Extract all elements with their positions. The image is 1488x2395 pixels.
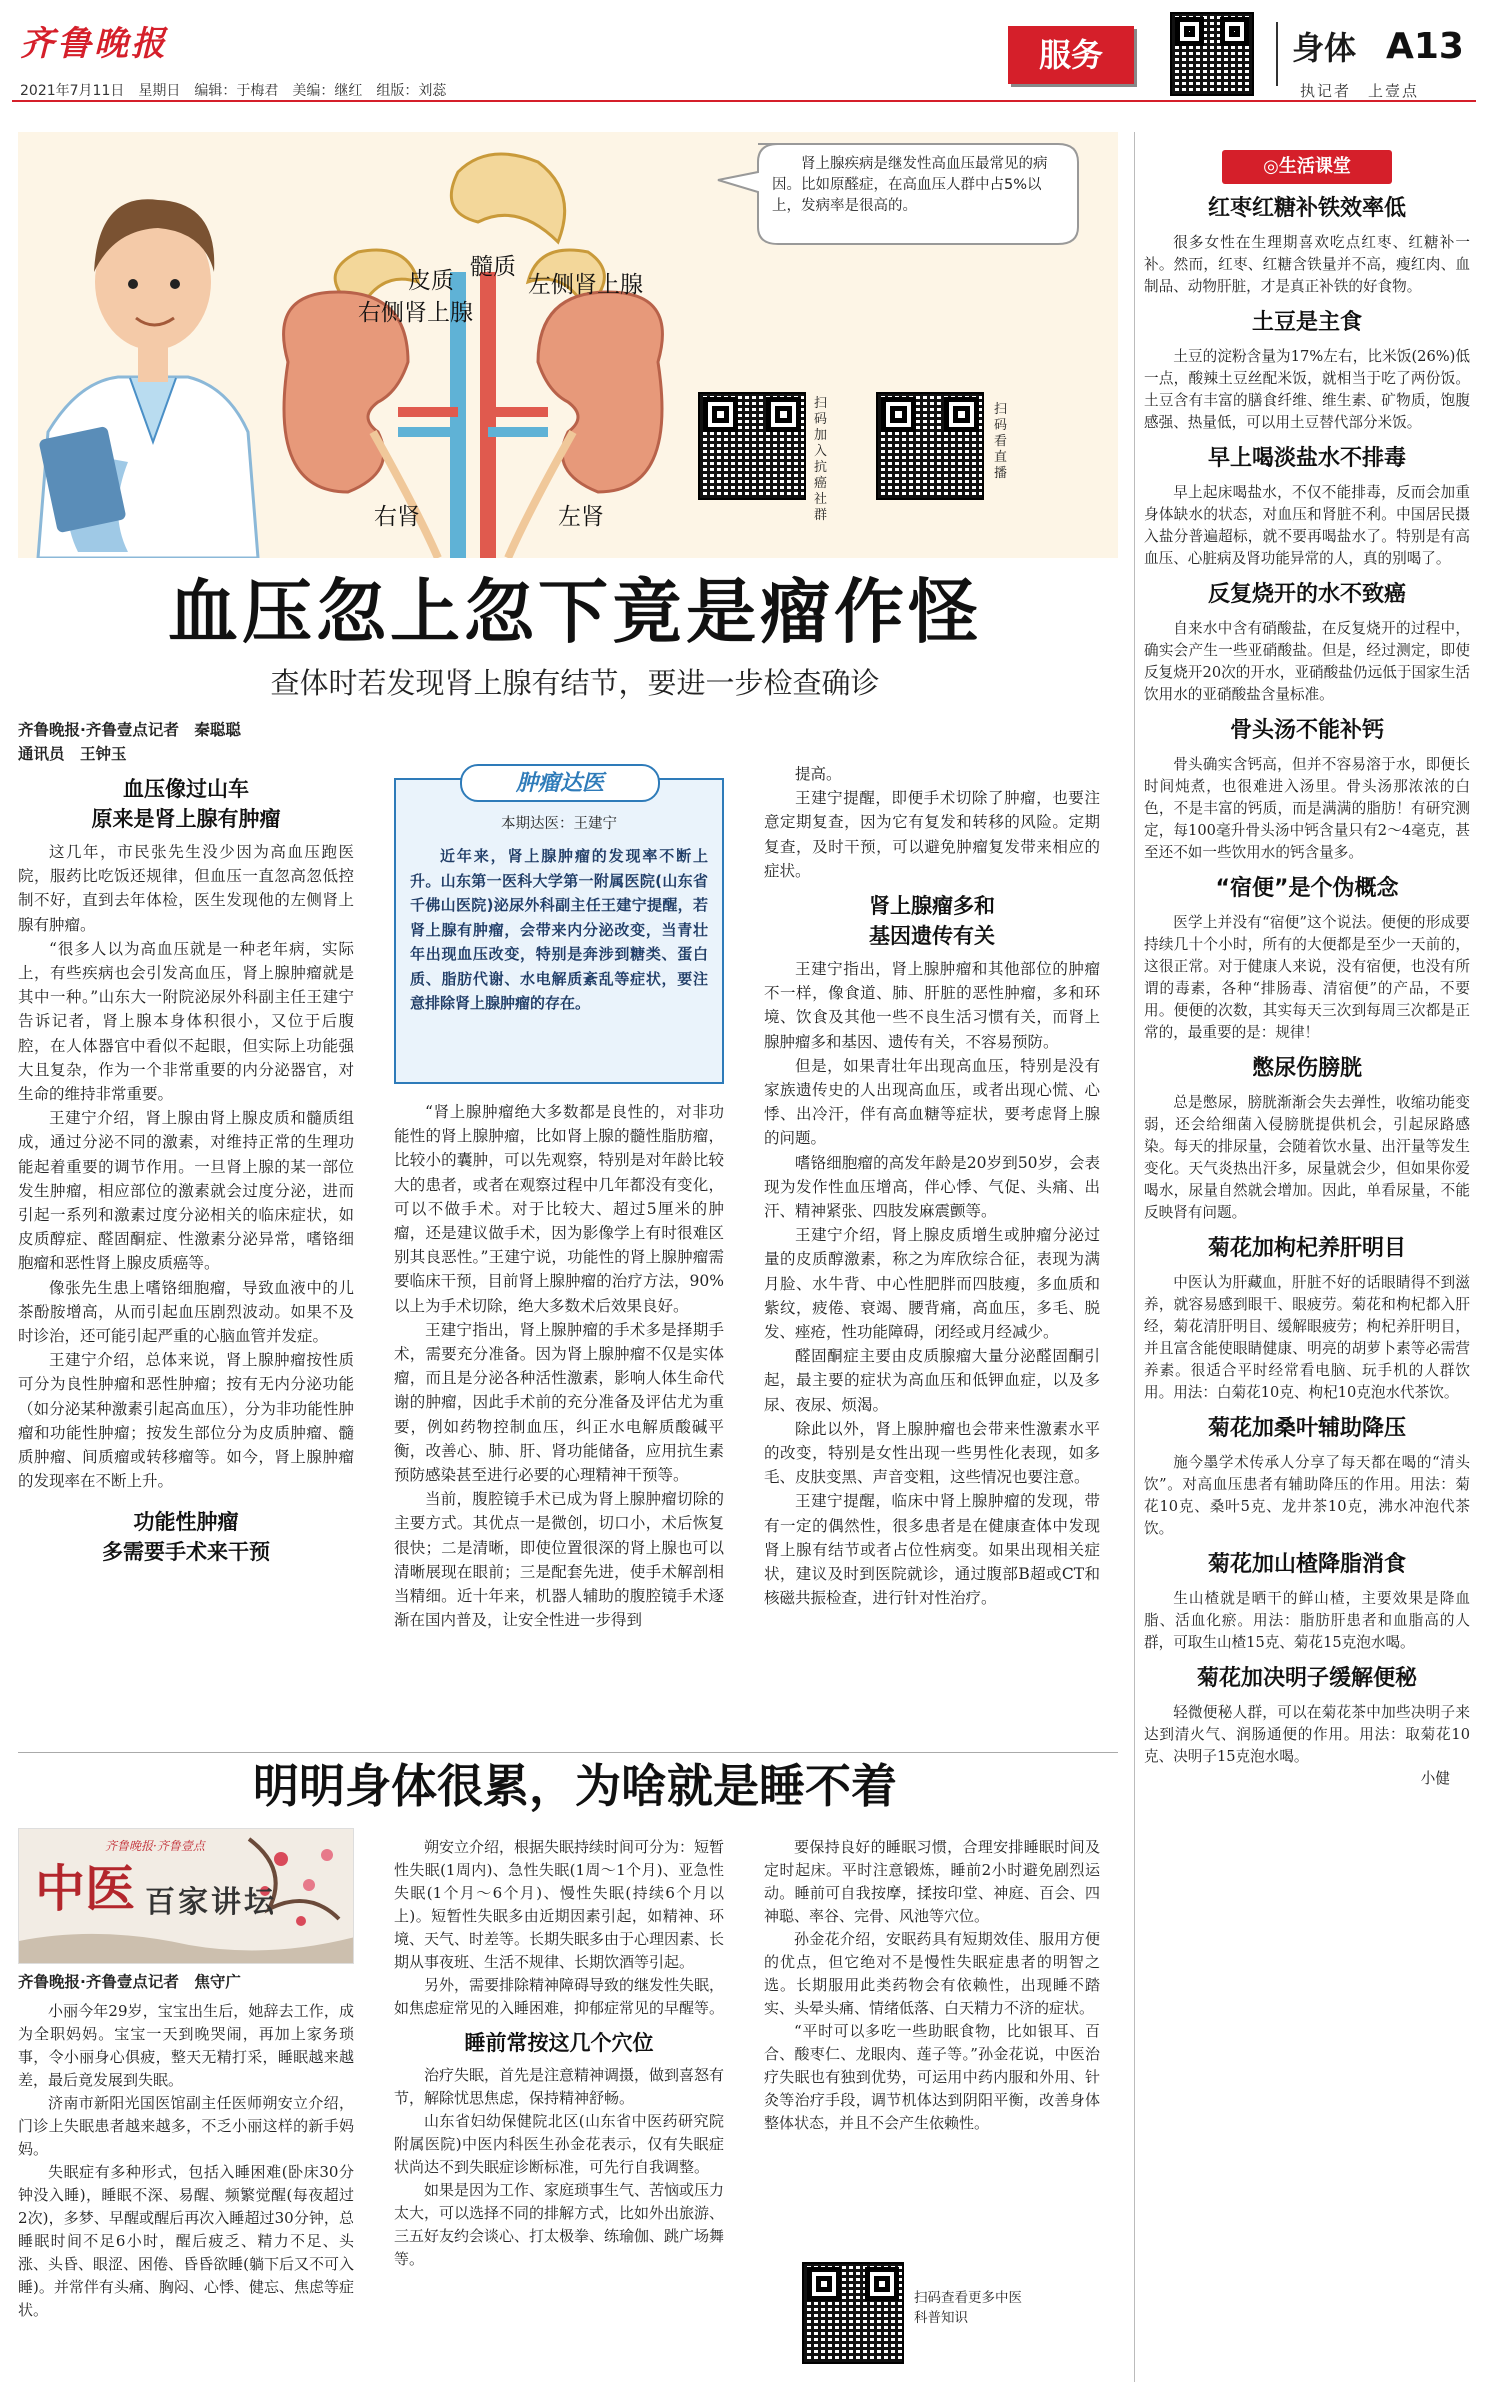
sidebar-item bbox=[1144, 874, 1470, 1044]
live-stream-qr-code[interactable] bbox=[876, 392, 984, 500]
banner-big-text: 中医 bbox=[35, 1859, 135, 1918]
sidebar-item-title: 菊花加枸杞养肝明目 bbox=[1207, 1236, 1406, 1261]
sidebar-item-title: 土豆是主食 bbox=[1251, 310, 1362, 335]
sidebar-item bbox=[1144, 716, 1470, 864]
sidebar-item bbox=[1144, 444, 1470, 570]
sidebar-item bbox=[1144, 1234, 1470, 1404]
sidebar-item bbox=[1144, 1054, 1470, 1224]
label-left-kidney: 左肾 bbox=[558, 504, 604, 530]
paragraph: 济南市新阳光国医馆副主任医师朔安立介绍，门诊上失眠患者越来越多，不乏小丽这样的新手妈妈。 bbox=[18, 2094, 354, 2158]
sidebar-item-title: 骨头汤不能补钙 bbox=[1229, 718, 1384, 743]
article1-byline-2: 通讯员 王钟玉 bbox=[18, 745, 127, 763]
label-medulla: 髓质 bbox=[470, 254, 516, 280]
subhead-line: 基因遗传有关 bbox=[869, 924, 995, 949]
issue-info bbox=[20, 80, 446, 100]
sidebar-item bbox=[1144, 1414, 1470, 1540]
sidebar-item-text: 生山楂就是晒干的鲜山楂，主要效果是降血脂、活血化瘀。用法：脂肪肝患者和血脂高的人群，可取生山楂15克、菊花15克泡水喝。 bbox=[1144, 1590, 1470, 1651]
masthead bbox=[0, 0, 1488, 110]
subhead-line: 多需要手术来干预 bbox=[102, 1540, 270, 1565]
article2-column-2 bbox=[394, 1836, 724, 2390]
paragraph: 王建宁指出，肾上腺肿瘤的手术多是择期手术，需要充分准备。因为肾上腺肿瘤不仅是实体瘤，而且是分泌各种活性激素，影响人体生命代谢的肿瘤，因此手术前的充分准备及评估尤为重要，例如药物控制血压，纠正水电解质酸碱平衡，改善心、肺、肝、肾功能储备，应用抗生素预防感染甚至进行必要的心理精神干预等。 bbox=[394, 1320, 724, 1485]
tcm-qr-code[interactable] bbox=[802, 2262, 904, 2364]
kidney-diagram bbox=[284, 154, 663, 558]
page-number: A13 bbox=[1386, 26, 1464, 67]
sidebar-item-text: 轻微便秘人群，可以在菊花茶中加些决明子来达到清火气、润肠通便的作用。用法：取菊花10克、决明子15克泡水喝。 bbox=[1144, 1704, 1470, 1765]
paragraph: 孙金花介绍，安眠药具有短期效佳、服用方便的优点，但它绝对不是慢性失眠症患者的明智之选。长期服用此类药物会有依赖性，出现睡不踏实、头晕头痛、情绪低落、白天精力不济的症状。 bbox=[764, 1930, 1100, 2017]
sidebar-item-text: 总是憋尿，膀胱渐渐会失去弹性，收缩功能变弱，还会给细菌入侵膀胱提供机会，引起尿路感染。每天的排尿量，会随着饮水量、出汗量等发生变化。天气炎热出汗多，尿量就会少，但如果你爱喝水，尿量自然就会增加。因此，单看尿量，不能反映肾有问题。 bbox=[1144, 1094, 1470, 1221]
subhead-line: 原来是肾上腺有肿瘤 bbox=[91, 807, 281, 831]
sidebar-item bbox=[1144, 1550, 1470, 1654]
label-right-adrenal: 右侧肾上腺 bbox=[358, 300, 473, 326]
article1-subtitle: 查体时若发现肾上腺有结节，要进一步检查确诊 bbox=[270, 666, 880, 700]
article1-subhead-1 bbox=[18, 774, 354, 834]
sidebar-footer: 小健 bbox=[1420, 1770, 1450, 1787]
article1-column-1 bbox=[18, 718, 354, 1718]
article1-byline: 齐鲁晚报·齐鲁壹点记者 秦聪聪 bbox=[18, 721, 241, 739]
sidebar-item-title: 憋尿伤膀胱 bbox=[1251, 1056, 1362, 1081]
banner-title: 百家讲坛 bbox=[145, 1885, 277, 1920]
sidebar-item-title: 早上喝淡盐水不排毒 bbox=[1207, 446, 1406, 471]
expert-box-byline: 本期达医：王建宁 bbox=[501, 816, 617, 832]
sidebar-item-title: 菊花加山楂降脂消食 bbox=[1207, 1552, 1406, 1577]
sidebar-item bbox=[1144, 580, 1470, 706]
sidebar-item bbox=[1144, 308, 1470, 434]
page-reporter: 执记者 上壹点 bbox=[1300, 82, 1420, 100]
article1-subhead-3 bbox=[764, 891, 1100, 951]
paragraph: 但是，如果青壮年出现高血压，特别是没有家族遗传史的人出现高血压，或者出现心慌、心悸、出冷汗，伴有高血糖等症状，要考虑肾上腺的问题。 bbox=[764, 1056, 1100, 1148]
article-divider bbox=[18, 1752, 1118, 1753]
label-right-kidney: 右肾 bbox=[374, 504, 420, 530]
sidebar-item-text: 骨头确实含钙高，但并不容易溶于水，即便长时间炖煮，也很难进入汤里。骨头汤那浓浓的白色，不是丰富的钙质，而是满满的脂肪！有研究测定，每100毫升骨头汤中钙含量只有2～4毫克，甚至还不如一些饮用水的钙含量多。 bbox=[1144, 756, 1470, 861]
paragraph: 王建宁介绍，肾上腺皮质增生或肿瘤分泌过量的皮质醇激素，称之为库欣综合征，表现为满月脸、水牛背、中心性肥胖而四肢瘦，多血质和紫纹，疲倦、衰竭、腰背痛，高血压，多毛、脱发、痤疮，性功能障碍，闭经或月经减少。 bbox=[764, 1226, 1100, 1342]
paragraph: “肾上腺肿瘤绝大多数都是良性的，对非功能性的肾上腺肿瘤，比如肾上腺的髓性脂肪瘤，比较小的囊肿，可以先观察，特别是对年龄比较大的患者，或者在观察过程中几年都没有变化，可以不做手术。对于比较大、超过5厘米的肿瘤，还是建议做手术，因为影像学上有时很难区别其良恶性。”王建宁说，功能性的肾上腺肿瘤需要临床干预，目前肾上腺肿瘤的治疗方法，90%以上为手术切除，绝大多数术后效果良好。 bbox=[394, 1103, 724, 1315]
article2-byline: 齐鲁晚报·齐鲁壹点记者 焦守广 bbox=[18, 1973, 241, 1991]
sidebar-item-text: 很多女性在生理期喜欢吃点红枣、红糖补一补。然而，红枣、红糖含铁量并不高，瘦红肉、血制品、动物肝脏，才是真正补铁的好食物。 bbox=[1144, 234, 1470, 295]
article2-title: 明明身体很累，为啥就是睡不着 bbox=[253, 1759, 897, 1813]
article2-column-1 bbox=[18, 1970, 354, 2390]
expert-box-text: 近年来，肾上腺肿瘤的发现率不断上升。山东第一医科大学第一附属医院(山东省千佛山医院)泌尿外科副主任王建宁提醒，若肾上腺有肿瘤，会带来内分泌改变，当青壮年出现血压改变，特别是奔涉到糖类、蛋白质、脂肪代谢、水电解质紊乱等症状，要注意排除肾上腺肿瘤的存在。 bbox=[410, 847, 708, 1012]
article1-column-2 bbox=[394, 1100, 724, 1740]
live-stream-qr-caption: 扫码看直播 bbox=[994, 402, 1008, 481]
sidebar-item-text: 医学上并没有“宿便”这个说法。便便的形成要持续几十个小时，所有的大便都是至少一天前的，这很正常。对于健康人来说，没有宿便，也没有所谓的毒素，各种“排肠毒、清宿便”的产品，不要用。便便的次数，其实每天三次到每周三次都是正常的，最重要的是：规律！ bbox=[1144, 914, 1470, 1041]
paragraph: 要保持良好的睡眠习惯，合理安排睡眠时间及定时起床。平时注意锻炼，睡前2小时避免剧烈运动。睡前可自我按摩，揉按印堂、神庭、百会、四神聪、率谷、完骨、风池等穴位。 bbox=[764, 1838, 1100, 1925]
expert-box-title: 肿瘤达医 bbox=[460, 764, 660, 802]
sidebar-item-title: 红枣红糖补铁效率低 bbox=[1207, 196, 1406, 221]
newspaper-logo: 齐鲁晚报 bbox=[20, 24, 168, 64]
issue-date: 2021年7月11日 bbox=[20, 83, 125, 99]
paragraph: 王建宁提醒，即便手术切除了肿瘤，也要注意定期复查，因为它有复发和转移的风险。定期复查，及时干预，可以避免肿瘤复发带来相应的症状。 bbox=[764, 789, 1100, 880]
paragraph: “平时可以多吃一些助眠食物，比如银耳、百合、酸枣仁、龙眼肉、莲子等。”孙金花说，中医治疗失眠也有独到优势，可运用中药内服和外用、针灸等治疗手段，调节机体达到阴阳平衡，改善身体整体状态，并且不会产生依赖性。 bbox=[764, 2022, 1100, 2132]
sidebar-left-rule bbox=[1134, 132, 1135, 2382]
banner-brand: 齐鲁晚报·齐鲁壹点 bbox=[105, 1839, 205, 1853]
paragraph: 失眠症有多种形式，包括入睡困难(卧床30分钟没入睡)，睡眠不深、易醒、频繁觉醒(每夜超过2次)，多梦、早醒或醒后再次入睡超过30分钟，总睡眠时间不足6小时，醒后疲乏、精力不足、头涨、头昏、眼涩、困倦、昏昏欲睡(躺下后又不可入睡)。并常伴有头痛、胸闷、心悸、健忘、焦虑等症状。 bbox=[18, 2163, 354, 2319]
expert-box bbox=[394, 770, 724, 1084]
paragraph: 山东省妇幼保健院北区(山东省中医药研究院附属医院)中医内科医生孙金花表示，仅有失眠症状尚达不到失眠症诊断标准，可先行自我调整。 bbox=[394, 2112, 724, 2176]
article1-subhead-2 bbox=[18, 1507, 354, 1567]
paragraph: 王建宁介绍，总体来说，肾上腺肿瘤按性质可分为良性肿瘤和恶性肿瘤；按有无内分泌功能（如分泌某种激素引起高血压），分为非功能性肿瘤和功能性肿瘤；按发生部位分为皮质肿瘤、髓质肿瘤、间质瘤或转移瘤等。如今，肾上腺肿瘤的发现率在不断上升。 bbox=[18, 1351, 354, 1491]
paragraph: “很多人以为高血压就是一种老年病，实际上，有些疾病也会引发高血压，肾上腺肿瘤就是其中一种。”山东大一附院泌尿外科副主任王建宁告诉记者，肾上腺本身体积很小，又位于后腹腔，在人体器官中看似不起眼，但实际上功能强大且复杂，作为一个非常重要的内分泌器官，对生命的维持非常重要。 bbox=[18, 939, 354, 1104]
hero-illustration bbox=[18, 132, 1118, 558]
sidebar-header: ◎生活课堂 bbox=[1222, 150, 1392, 184]
paragraph: 如果是因为工作、家庭琐事生气、苦恼或压力太大，可以选择不同的排解方式，比如外出旅游、三五好友约会谈心、打太极拳、练瑜伽、跳广场舞等。 bbox=[394, 2181, 724, 2268]
sidebar-item-title: 菊花加决明子缓解便秘 bbox=[1196, 1666, 1417, 1691]
article2-column-3 bbox=[764, 1836, 1100, 2250]
sidebar-item bbox=[1144, 1664, 1470, 1768]
paragraph: 另外，需要排除精神障碍导致的继发性失眠，如焦虑症常见的入睡困难，抑郁症常见的早醒等。 bbox=[394, 1976, 724, 2017]
community-qr-code[interactable] bbox=[698, 392, 806, 500]
sidebar-item-text: 土豆的淀粉含量为17%左右，比米饭(26%)低一点，酸辣土豆丝配米饭，就相当于吃了两份饭。土豆含有丰富的膳食纤维、维生素、矿物质，饱腹感强、热量低，可以用土豆替代部分米饭。 bbox=[1144, 348, 1470, 431]
article1-title: 血压忽上忽下竟是瘤作怪 bbox=[168, 571, 982, 653]
sidebar-item-text: 施今墨学术传承人分享了每天都在喝的“清头饮”。对高血压患者有辅助降压的作用。用法：菊花10克、桑叶5克、龙井茶10克，沸水冲泡代茶饮。 bbox=[1144, 1454, 1470, 1537]
issue-staff: 编辑：于梅君 美编：继红 组版：刘蕊 bbox=[194, 83, 447, 99]
sidebar-item-text: 中医认为肝藏血，肝脏不好的话眼睛得不到滋养，就容易感到眼干、眼疲劳。菊花和枸杞都入肝经，菊花清肝明目、缓解眼疲劳；枸杞养肝明目，并且富含能使眼睛健康、明亮的胡萝卜素等必需营养素。很适合平时经常看电脑、玩手机的人群饮用。用法：白菊花10克、枸杞10克泡水代茶饮。 bbox=[1144, 1274, 1470, 1401]
paragraph: 王建宁介绍，肾上腺由肾上腺皮质和髓质组成，通过分泌不同的激素，对维持正常的生理功能起着重要的调节作用。一旦肾上腺的某一部位发生肿瘤，相应部位的激素就会过度分泌，进而引起一系列和激素过度分泌相关的临床症状，如皮质醇症、醛固酮症、性激素分泌异常，嗜铬细胞瘤和恶性肾上腺皮质癌等。 bbox=[18, 1109, 354, 1273]
paragraph: 醛固酮症主要由皮质腺瘤大量分泌醛固酮引起，最主要的症状为高血压和低钾血症，以及多尿、夜尿、烦渴。 bbox=[764, 1347, 1100, 1414]
paragraph: 王建宁指出，肾上腺肿瘤和其他部位的肿瘤不一样，像食道、肺、肝脏的恶性肿瘤，多和环境、饮食及其他一些不良生活习惯有关，而肾上腺肿瘤多和基因、遗传有关，不容易预防。 bbox=[764, 960, 1100, 1051]
paragraph: 王建宁提醒，临床中肾上腺肿瘤的发现，带有一定的偶然性，很多患者是在健康查体中发现肾上腺有结节或者占位性病变。如果出现相关症状，建议及时到医院就诊，通过腹部B超或CT和核磁共振检查，进行针对性治疗。 bbox=[764, 1492, 1100, 1608]
paragraph: 当前，腹腔镜手术已成为肾上腺肿瘤切除的主要方式。其优点一是微创，切口小，术后恢复很快；二是清晰，即使位置很深的肾上腺也可以清晰展现在眼前；三是配套先进，使手术解剖相当精细。近十年来，机器人辅助的腹腔镜手术逐渐在国内普及，让安全性进一步得到 bbox=[394, 1490, 724, 1630]
section-name: 身体 bbox=[1292, 29, 1357, 67]
article2-subhead: 睡前常按这几个穴位 bbox=[464, 2031, 654, 2055]
paragraph: 治疗失眠，首先是注意精神调摄，做到喜怒有节，解除忧思焦虑，保持精神舒畅。 bbox=[394, 2066, 724, 2107]
paragraph: 小丽今年29岁，宝宝出生后，她辞去工作，成为全职妈妈。宝宝一天到晚哭闹，再加上家务琐事，令小丽身心俱疲，整天无精打采，睡眠越来越差，最后竟发展到失眠。 bbox=[18, 2002, 354, 2089]
subhead-line: 血压像过山车 bbox=[123, 777, 249, 801]
sidebar-item-title: 菊花加桑叶辅助降压 bbox=[1207, 1416, 1406, 1441]
masthead-qr-code[interactable] bbox=[1170, 12, 1254, 96]
paragraph: 提高。 bbox=[795, 765, 842, 783]
bubble-text: 肾上腺疾病是继发性高血压最常见的病因。比如原醛症，在高血压人群中占5%以上，发病率是很高的。 bbox=[772, 156, 1048, 214]
paragraph: 这几年，市民张先生没少因为高血压跑医院，服药比吃饭还规律，但血压一直忽高忽低控制不好，直到去年体检，医生发现他的左侧肾上腺有肿瘤。 bbox=[18, 843, 354, 934]
masthead-rule bbox=[12, 100, 1476, 102]
sidebar-item bbox=[1144, 194, 1470, 298]
sidebar bbox=[1144, 150, 1470, 2386]
paragraph: 朔安立介绍，根据失眠持续时间可分为：短暂性失眠(1周内)、急性失眠(1周～1个月)、亚急性失眠(1个月～6个月)、慢性失眠(持续6个月以上)。短暂性失眠多由近期因素引起，如精神、环境、天气、时差等。长期失眠多由于心理因素、长期从事夜班、生活不规律、长期饮酒等引起。 bbox=[394, 1838, 724, 1971]
section-divider bbox=[1276, 22, 1278, 86]
article1-column-3 bbox=[764, 762, 1100, 1742]
paragraph: 嗜铬细胞瘤的高发年龄是20岁到50岁，会表现为发作性血压增高，伴心悸、气促、头痛、出汗、精神紧张、四肢发麻震颤等。 bbox=[764, 1153, 1100, 1221]
doctor-figure bbox=[38, 199, 258, 558]
sidebar-item-text: 早上起床喝盐水，不仅不能排毒，反而会加重身体缺水的状态，对血压和肾脏不利。中国居民摄入盐分普遍超标，就不要再喝盐水了。特别是有高血压、心脏病及肾功能异常的人，真的别喝了。 bbox=[1144, 484, 1470, 567]
label-left-adrenal: 左侧肾上腺 bbox=[528, 272, 643, 298]
subhead-line: 功能性肿瘤 bbox=[133, 1510, 239, 1535]
issue-weekday: 星期日 bbox=[138, 83, 181, 99]
label-cortex: 皮质 bbox=[408, 268, 454, 294]
sidebar-item-title: “宿便”是个伪概念 bbox=[1215, 876, 1399, 901]
tcm-qr-caption: 扫码查看更多中医科普知识 bbox=[914, 2290, 1022, 2326]
sidebar-item-title: 反复烧开的水不致癌 bbox=[1207, 582, 1406, 607]
community-qr-caption: 扫码加入抗癌社群 bbox=[814, 396, 828, 523]
subhead-line: 肾上腺瘤多和 bbox=[869, 894, 995, 919]
paragraph: 像张先生患上嗜铬细胞瘤，导致血液中的儿茶酚胺增高，从而引起血压剧烈波动。如果不及时诊治，还可能引起严重的心脑血管并发症。 bbox=[18, 1278, 354, 1346]
service-tab[interactable]: 服务 bbox=[1008, 26, 1134, 84]
tcm-banner bbox=[18, 1828, 354, 1964]
paragraph: 除此以外，肾上腺肿瘤也会带来性激素水平的改变，特别是女性出现一些男性化表现，如多毛、皮肤变黑、声音变粗，这些情况也要注意。 bbox=[764, 1419, 1100, 1487]
sidebar-item-text: 自来水中含有硝酸盐，在反复烧开的过程中，确实会产生一些亚硝酸盐。但是，经过测定，即使反复烧开20次的开水，亚硝酸盐仍远低于国家生活饮用水的亚硝酸盐含量标准。 bbox=[1144, 620, 1470, 703]
